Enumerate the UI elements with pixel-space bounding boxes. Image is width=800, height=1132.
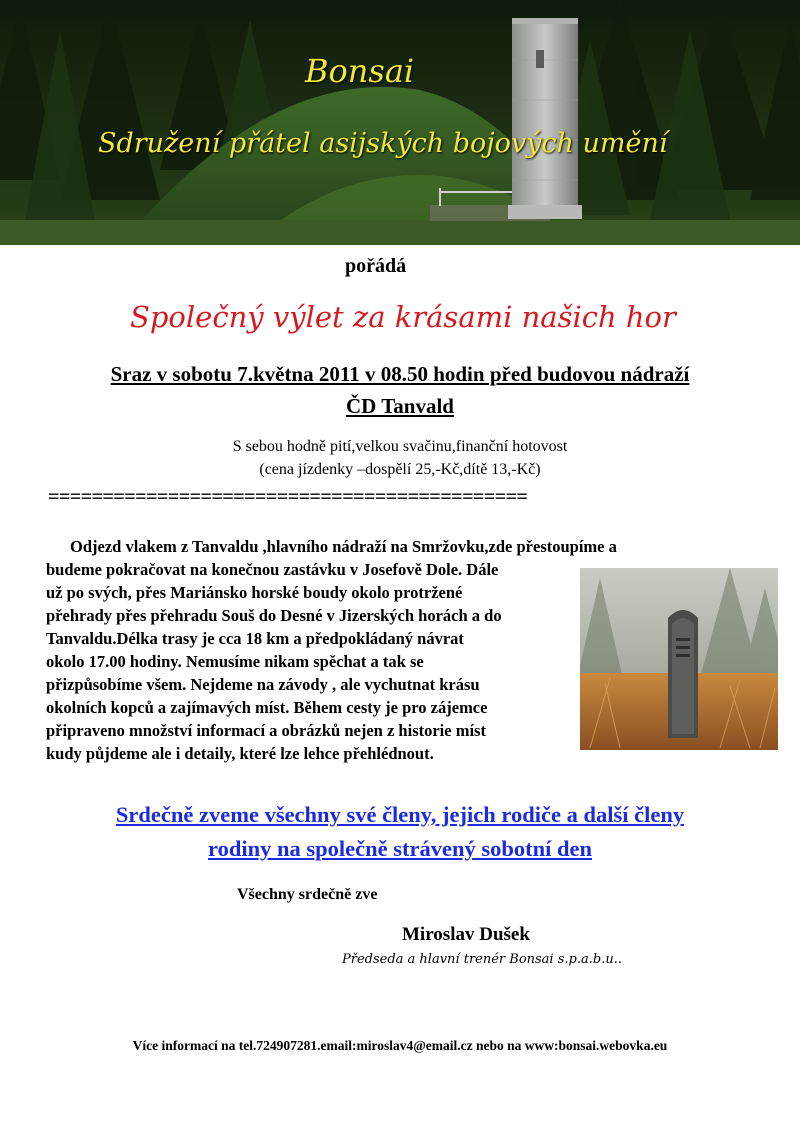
invitation-link-1[interactable]: Srdečně zveme všechny své členy, jejich rodiče a další členy [115,802,685,827]
signature-role: Předseda a hlavní trenér Bonsai s.p.a.b.u.. [342,952,622,967]
meeting-line-2: ČD Tanvald [346,394,454,418]
bring-line-2: (cena jízdenky –dospělí 25,-Kč,dítě 13,-Kč) [259,461,541,478]
description-line: připraveno množství informací a obrázků nejen z historie míst [46,721,486,740]
header-banner [0,0,800,245]
description-line: Odjezd vlakem z Tanvaldu ,hlavního nádraží na Smržovku,zde přestoupíme a [70,537,617,556]
banner-subtitle: Sdružení přátel asijských bojových umění [98,128,668,159]
description-line: přehrady přes přehradu Souš do Desné v Jizerských horách a do [46,606,502,625]
event-title: Společný výlet za krásami našich hor [130,300,676,334]
signature-name: Miroslav Dušek [402,924,530,945]
bring-line-1: S sebou hodně pití,velkou svačinu,finanční hotovost [232,438,568,455]
description-line: kudy půjdeme ale i detaily, které lze lehce přehlédnout. [46,744,434,763]
trip-description [46,535,617,765]
forest-tower-photo [0,0,800,245]
description-line: Tanvaldu.Délka trasy je cca 18 km a předpokládaný návrat [46,629,464,648]
invited-by: Všechny srdečně zve [237,886,378,903]
stone-marker-photo [580,568,778,750]
meeting-line-1: Sraz v sobotu 7.května 2011 v 08.50 hodin před budovou nádraží [110,362,690,386]
description-line: okolních kopců a zajímavých míst. Během cesty je pro zájemce [46,698,488,717]
description-line: už po svých, přes Mariánsko horské boudy okolo protržené [46,583,463,602]
description-line: okolo 17.00 hodiny. Nemusíme nikam spěchat a tak se [46,652,424,671]
invitation-link-2[interactable]: rodiny na společně strávený sobotní den [207,836,593,861]
description-line: přizpůsobíme všem. Nejdeme na závody , ale vychutnat krásu [46,675,480,694]
organizes-text: pořádá [345,255,407,277]
divider: ============================================ [48,486,528,508]
contact-footer: Více informací na tel.724907281.email:miroslav4@email.cz nebo na www:bonsai.webovka.eu [132,1038,668,1053]
banner-title: Bonsai [305,52,415,90]
description-line: budeme pokračovat na konečnou zastávku v Josefově Dole. Dále [46,560,499,579]
